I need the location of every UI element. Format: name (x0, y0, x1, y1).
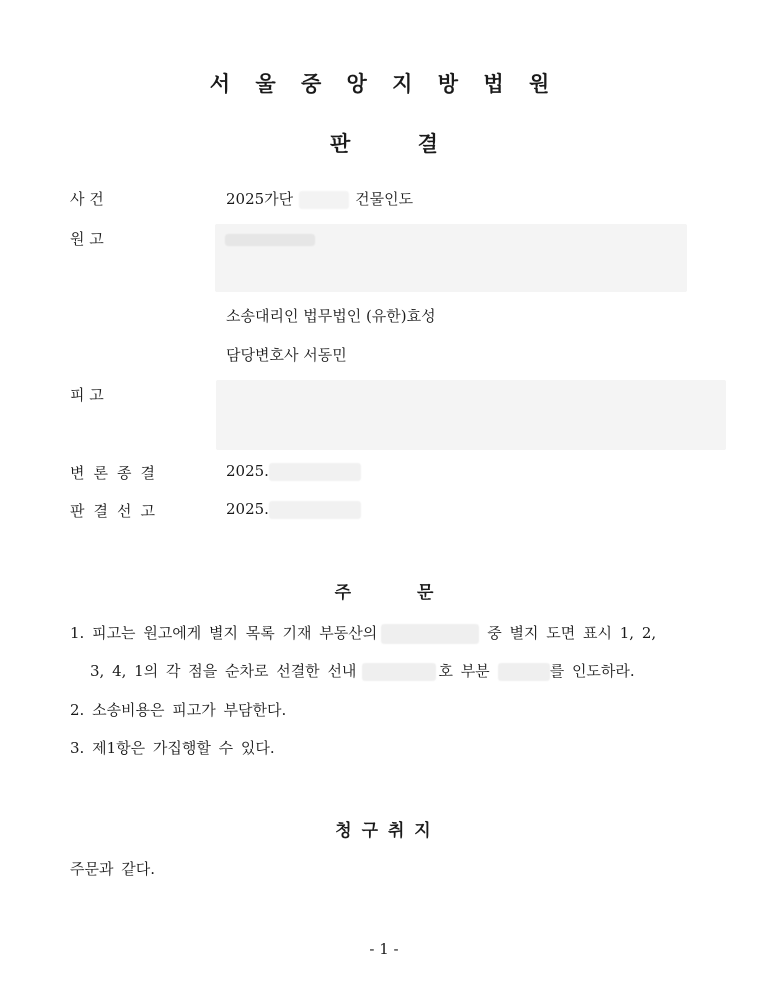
closing-label: 변론종결 (70, 464, 164, 482)
court-name: 서 울 중 앙 지 방 법 원 (209, 72, 559, 96)
closing-date (226, 462, 361, 481)
redacted-location (362, 663, 436, 681)
order-item-1-line-1 (70, 622, 656, 644)
redacted-area (498, 663, 550, 681)
order-heading: 주 문 (334, 583, 434, 603)
ruling-date (226, 500, 361, 519)
ruling-date-prefix: 2025. (226, 500, 269, 518)
claim-text: 주문과 같다. (70, 860, 155, 878)
order-item-2: 2. 소송비용은 피고가 부담한다. (70, 701, 287, 719)
redacted-defendant (216, 380, 726, 450)
redacted-plaintiff-name (225, 234, 315, 246)
redacted-plaintiff (215, 224, 687, 292)
page-number: - 1 - (369, 940, 399, 958)
redacted-case-number (299, 191, 349, 209)
order-item-1-text-a: 1. 피고는 원고에게 별지 목록 기재 부동산의 (70, 624, 378, 642)
case-name: 건물인도 (355, 190, 414, 208)
order-item-1-text-c: 3, 4, 1의 각 점을 순차로 선결한 선내 (90, 662, 357, 680)
closing-date-prefix: 2025. (226, 462, 269, 480)
case-label: 사 건 (70, 190, 104, 208)
plaintiff-label: 원 고 (70, 230, 104, 248)
redacted-closing-date (269, 463, 361, 481)
plaintiff-attorney: 소송대리인 법무법인 (유한)효성 (226, 307, 436, 325)
claim-heading: 청 구 취 지 (335, 821, 433, 841)
order-item-1-text-e: 를 인도하라. (549, 662, 635, 680)
defendant-label: 피 고 (70, 386, 104, 404)
order-item-3: 3. 제1항은 가집행할 수 있다. (70, 739, 275, 757)
redacted-property (381, 624, 479, 644)
order-item-1-line-2 (90, 660, 635, 681)
ruling-label: 판결선고 (70, 502, 164, 520)
case-number (226, 188, 413, 209)
plaintiff-lawyer: 담당변호사 서동민 (226, 346, 347, 364)
order-item-1-text-d: 호 부분 (438, 662, 490, 680)
redacted-ruling-date (269, 501, 361, 519)
case-number-prefix: 2025가단 (226, 190, 294, 208)
document-title: 판 결 (330, 132, 438, 156)
order-item-1-text-b: 중 별지 도면 표시 1, 2, (487, 624, 657, 642)
